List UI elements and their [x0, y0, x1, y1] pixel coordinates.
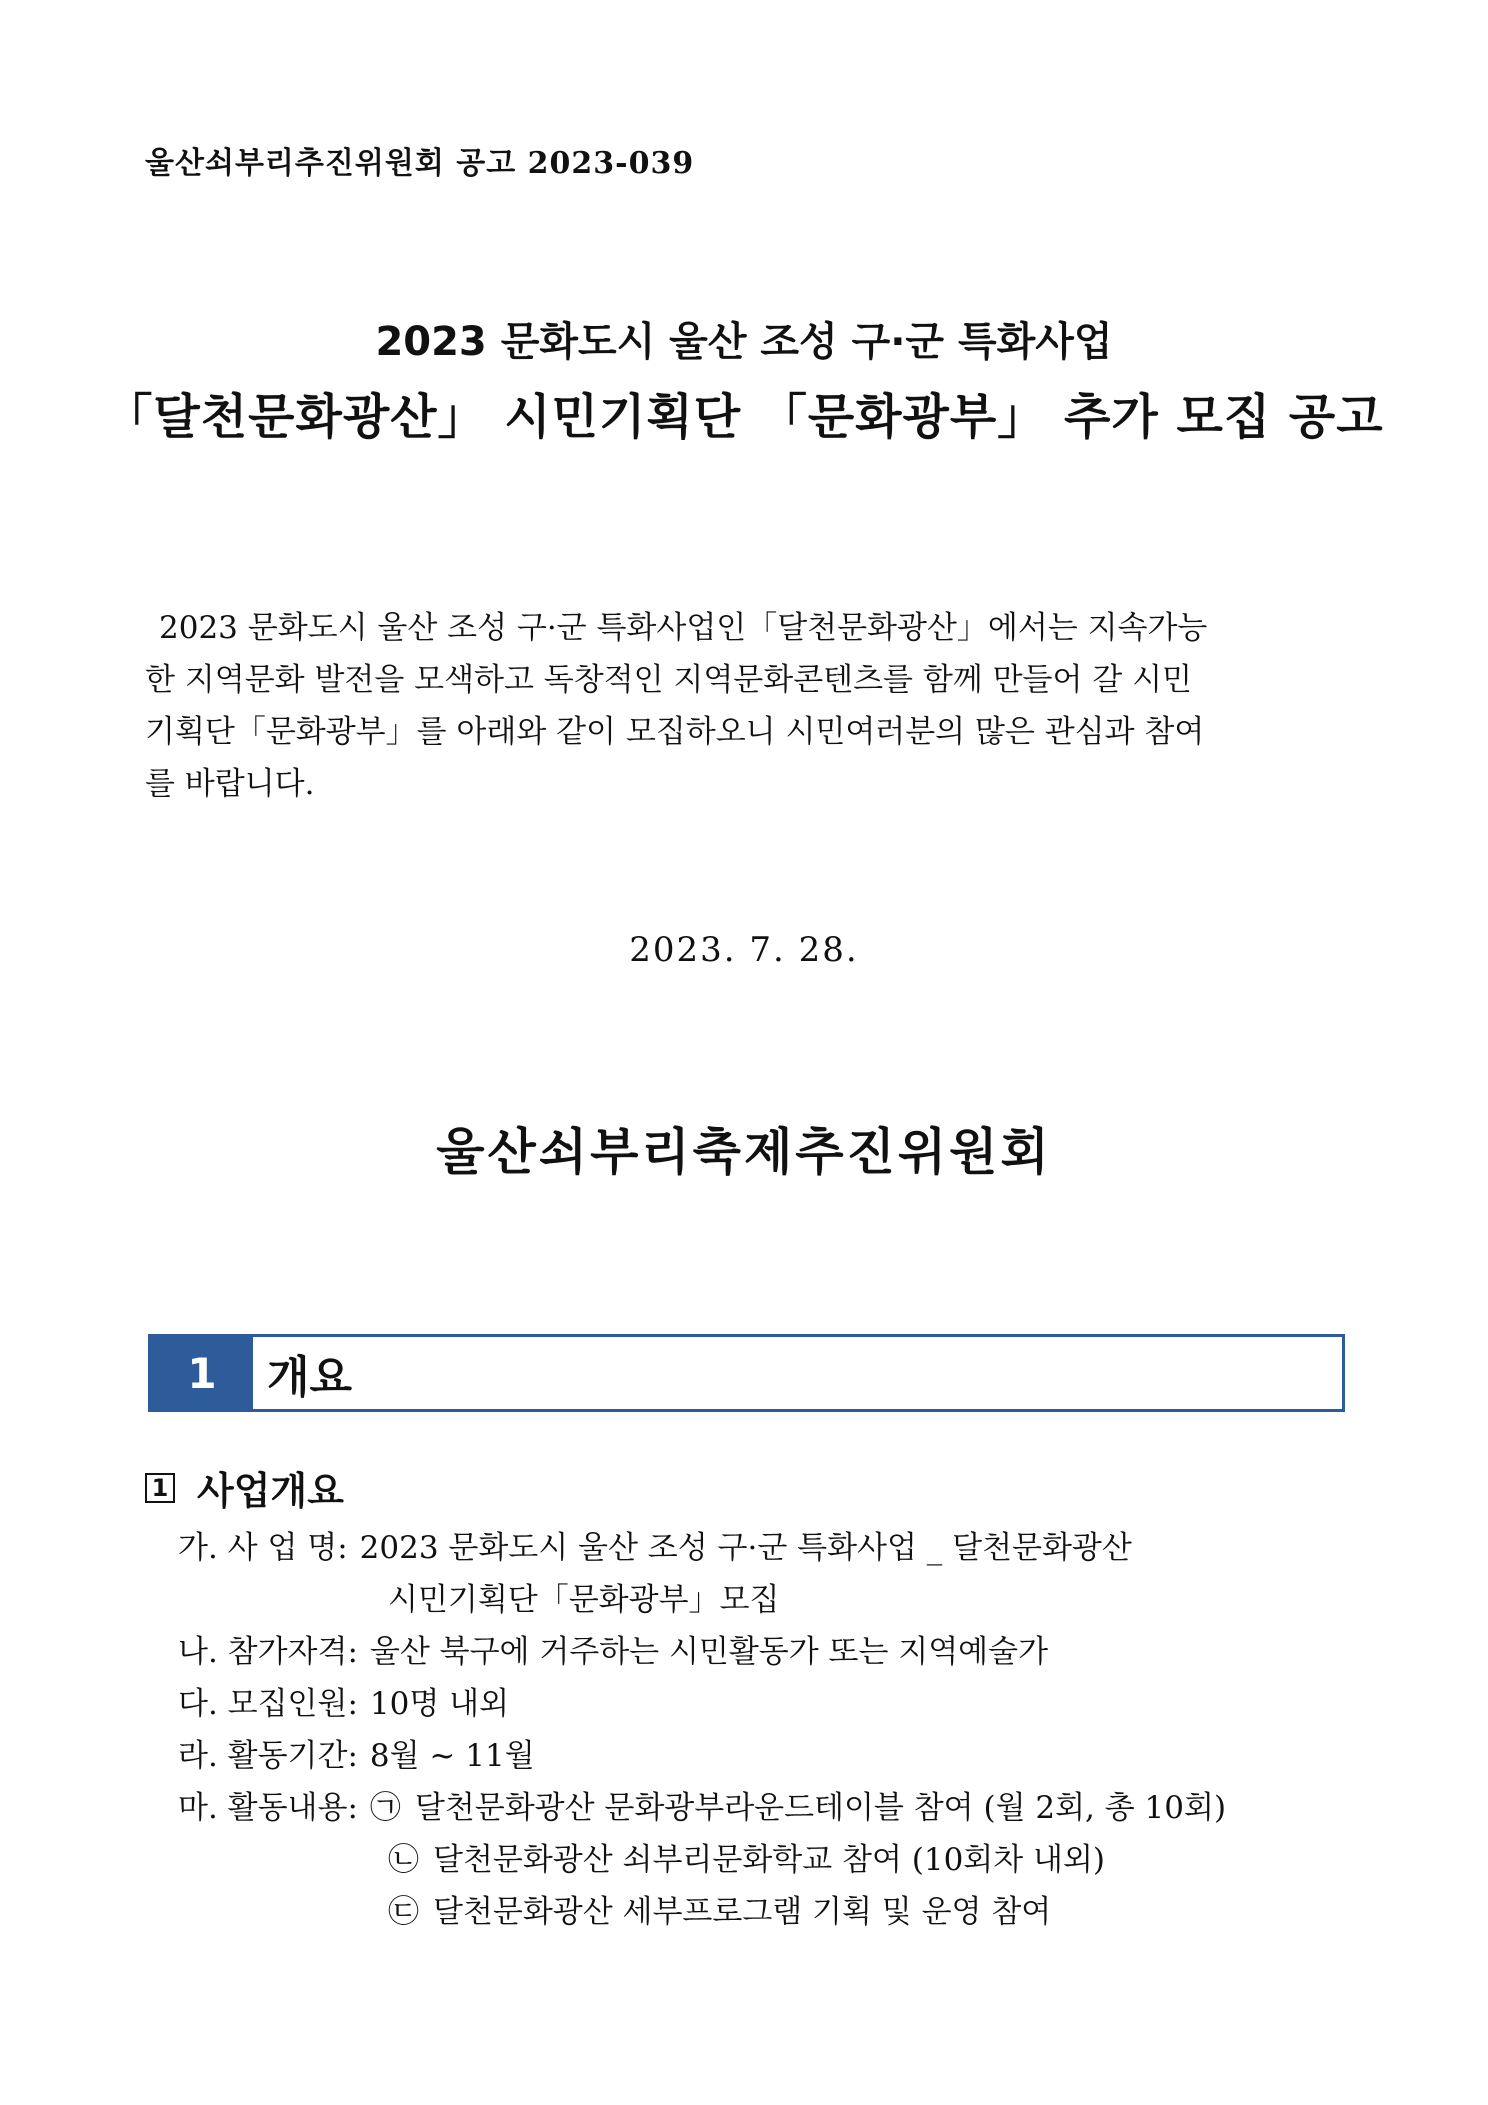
- intro-line: 한 지역문화 발전을 모색하고 독창적인 지역문화콘텐츠를 함께 만들어 갈 시민: [145, 662, 1192, 698]
- circled-letter-icon: ㉢: [388, 1893, 419, 1930]
- item-value: 8월 ~ 11월: [369, 1737, 535, 1774]
- item-value: 2023 문화도시 울산 조성 구·군 특화사업 _ 달천문화광산: [359, 1529, 1132, 1566]
- boxed-number-icon: 1: [145, 1473, 175, 1503]
- intro-line: 기획단「문화광부」를 아래와 같이 모집하오니 시민여러분의 많은 관심과 참여: [145, 714, 1205, 750]
- item-label: 가. 사 업 명:: [178, 1529, 348, 1566]
- organization-name: 울산쇠부리축제추진위원회: [436, 1123, 1052, 1181]
- subsection-heading: [145, 1460, 344, 1515]
- section-title: 개요: [267, 1352, 353, 1403]
- item-label: 나. 참가자격:: [178, 1633, 358, 1670]
- circled-letter-icon: ㉠: [369, 1789, 401, 1826]
- item-value: [358, 1782, 1226, 1827]
- list-item-continuation: [178, 1570, 1348, 1622]
- item-label: 마. 활동내용:: [178, 1789, 358, 1826]
- title-line-2: 「달천문화광산」 시민기획단 「문화광부」 추가 모집 공고: [104, 389, 1384, 445]
- announcement-date: 2023. 7. 28.: [629, 930, 859, 970]
- item-value: 시민기획단「문화광부」모집: [388, 1581, 780, 1618]
- list-item: [178, 1726, 1348, 1778]
- list-item: [178, 1674, 1348, 1726]
- subsection-title: 사업개요: [197, 1469, 344, 1513]
- list-item: [178, 1778, 1348, 1830]
- intro-line: 를 바랍니다.: [145, 766, 315, 802]
- item-value: [178, 1886, 1051, 1931]
- circled-letter-icon: ㉡: [388, 1841, 419, 1878]
- list-item: [178, 1518, 1348, 1570]
- document-number: 울산쇠부리추진위원회 공고 2023-039: [145, 146, 695, 181]
- item-label: 다. 모집인원:: [178, 1685, 358, 1722]
- intro-line: 2023 문화도시 울산 조성 구·군 특화사업인「달천문화광산」에서는 지속가능: [159, 610, 1208, 646]
- item-value: 10명 내외: [369, 1685, 510, 1722]
- intro-paragraph: [145, 602, 1345, 810]
- list-item-continuation: [178, 1830, 1348, 1882]
- overview-list: [178, 1518, 1348, 1934]
- activity-text: 달천문화광산 쇠부리문화학교 참여 (10회차 내외): [433, 1841, 1106, 1878]
- section-header: [148, 1334, 1345, 1412]
- item-value: [178, 1834, 1105, 1879]
- section-number: 1: [151, 1337, 253, 1409]
- list-item-continuation: [178, 1882, 1348, 1934]
- list-item: [178, 1622, 1348, 1674]
- item-value: 울산 북구에 거주하는 시민활동가 또는 지역예술가: [369, 1633, 1049, 1670]
- item-label: 라. 활동기간:: [178, 1737, 358, 1774]
- activity-text: 달천문화광산 세부프로그램 기획 및 운영 참여: [433, 1893, 1052, 1930]
- title-line-1: 2023 문화도시 울산 조성 구·군 특화사업: [375, 319, 1113, 365]
- activity-text: 달천문화광산 문화광부라운드테이블 참여 (월 2회, 총 10회): [414, 1789, 1227, 1826]
